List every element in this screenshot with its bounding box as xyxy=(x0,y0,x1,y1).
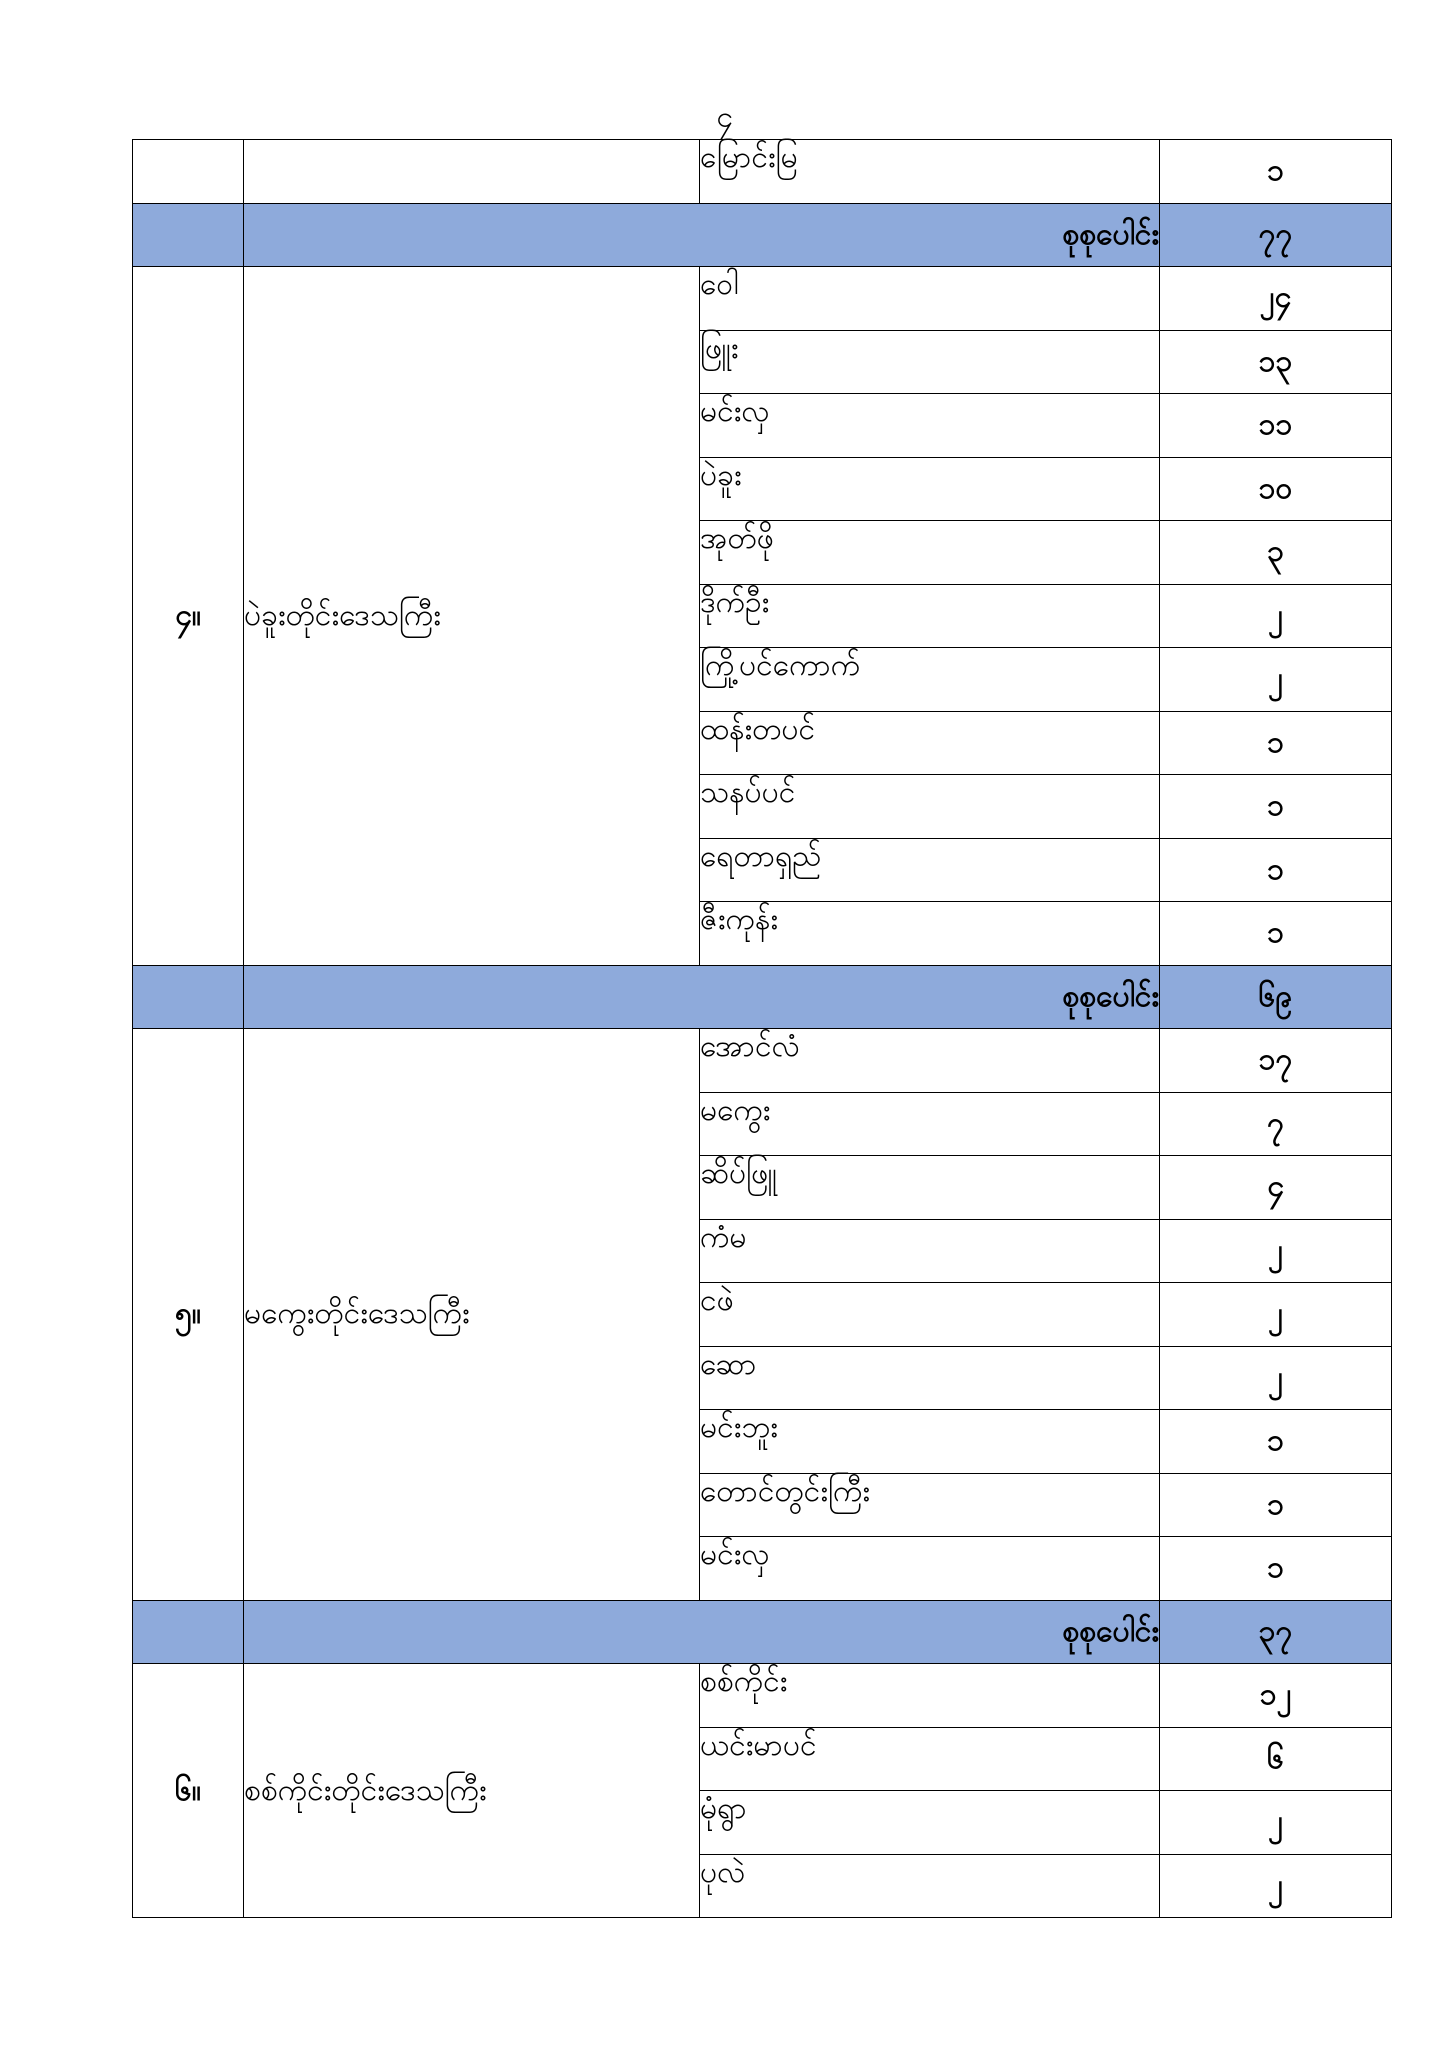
count-cell: ၇ xyxy=(1160,1092,1392,1156)
town-cell: ရေတာရှည် xyxy=(700,838,1160,902)
count-cell: ၁ xyxy=(1160,1473,1392,1537)
subtotal-label: စုစုပေါင်း xyxy=(244,965,1160,1029)
count-cell: ၁၂ xyxy=(1160,1664,1392,1728)
count-cell: ၁၀ xyxy=(1160,457,1392,521)
count-cell: ၂ xyxy=(1160,1854,1392,1918)
table-row xyxy=(133,1664,1392,1728)
count-cell: ၂ xyxy=(1160,1346,1392,1410)
town-cell: မင်းလှ xyxy=(700,394,1160,458)
subtotal-value: ၃၇ xyxy=(1160,1600,1392,1664)
town-cell: ပဲခူး xyxy=(700,457,1160,521)
count-cell: ၂ xyxy=(1160,648,1392,712)
subtotal-value: ၇၇ xyxy=(1160,203,1392,267)
town-cell: သနပ်ပင် xyxy=(700,775,1160,839)
town-cell: ဇီးကုန်း xyxy=(700,902,1160,966)
subtotal-row xyxy=(133,965,1392,1029)
count-cell: ၁ xyxy=(1160,711,1392,775)
township-count-table xyxy=(132,139,1392,1918)
town-cell: မုံရွာ xyxy=(700,1791,1160,1855)
count-cell: ၁ xyxy=(1160,1537,1392,1601)
town-cell: ဝေါ xyxy=(700,267,1160,331)
region-name: စစ်ကိုင်းတိုင်းဒေသကြီး xyxy=(244,1664,700,1918)
town-cell: ကြို့ပင်ကောက် xyxy=(700,648,1160,712)
town-cell: ထန်းတပင် xyxy=(700,711,1160,775)
region-cell xyxy=(244,140,700,204)
count-cell: ၁ xyxy=(1160,1410,1392,1474)
town-cell: တောင်တွင်းကြီး xyxy=(700,1473,1160,1537)
subtotal-label: စုစုပေါင်း xyxy=(244,203,1160,267)
count-cell: ၆ xyxy=(1160,1727,1392,1791)
table-row xyxy=(133,267,1392,331)
count-cell: ၂ xyxy=(1160,1283,1392,1347)
count-cell: ၁၃ xyxy=(1160,330,1392,394)
number-cell xyxy=(133,140,244,204)
town-cell: ဆိပ်ဖြူ xyxy=(700,1156,1160,1220)
section-number: ၄။ xyxy=(133,267,244,966)
town-cell: ဆော xyxy=(700,1346,1160,1410)
section-number: ၆။ xyxy=(133,1664,244,1918)
count-cell: ၁ xyxy=(1160,140,1392,204)
town-cell: ယင်းမာပင် xyxy=(700,1727,1160,1791)
town-cell: ငဖဲ xyxy=(700,1283,1160,1347)
town-cell: မင်းဘူး xyxy=(700,1410,1160,1474)
town-cell: စစ်ကိုင်း xyxy=(700,1664,1160,1728)
count-cell: ၂၄ xyxy=(1160,267,1392,331)
table-row xyxy=(133,140,1392,204)
table-row xyxy=(133,1029,1392,1093)
town-cell: ပုလဲ xyxy=(700,1854,1160,1918)
subtotal-row xyxy=(133,203,1392,267)
count-cell: ၂ xyxy=(1160,584,1392,648)
subtotal-label: စုစုပေါင်း xyxy=(244,1600,1160,1664)
town-cell: အုတ်ဖို xyxy=(700,521,1160,585)
subtotal-row xyxy=(133,1600,1392,1664)
count-cell: ၂ xyxy=(1160,1791,1392,1855)
count-cell: ၁ xyxy=(1160,838,1392,902)
page-number: ၄ xyxy=(716,100,733,135)
count-cell: ၁၁ xyxy=(1160,394,1392,458)
town-cell: ဖြူး xyxy=(700,330,1160,394)
town-cell: မြောင်းမြ xyxy=(700,140,1160,204)
count-cell: ၄ xyxy=(1160,1156,1392,1220)
count-cell: ၃ xyxy=(1160,521,1392,585)
count-cell: ၁ xyxy=(1160,775,1392,839)
town-cell: မင်းလှ xyxy=(700,1537,1160,1601)
count-cell: ၁ xyxy=(1160,902,1392,966)
region-name: မကွေးတိုင်းဒေသကြီး xyxy=(244,1029,700,1601)
region-name: ပဲခူးတိုင်းဒေသကြီး xyxy=(244,267,700,966)
town-cell: မကွေး xyxy=(700,1092,1160,1156)
count-cell: ၂ xyxy=(1160,1219,1392,1283)
town-cell: ကံမ xyxy=(700,1219,1160,1283)
subtotal-value: ၆၉ xyxy=(1160,965,1392,1029)
town-cell: အောင်လံ xyxy=(700,1029,1160,1093)
count-cell: ၁၇ xyxy=(1160,1029,1392,1093)
section-number: ၅။ xyxy=(133,1029,244,1601)
town-cell: ဒိုက်ဦး xyxy=(700,584,1160,648)
